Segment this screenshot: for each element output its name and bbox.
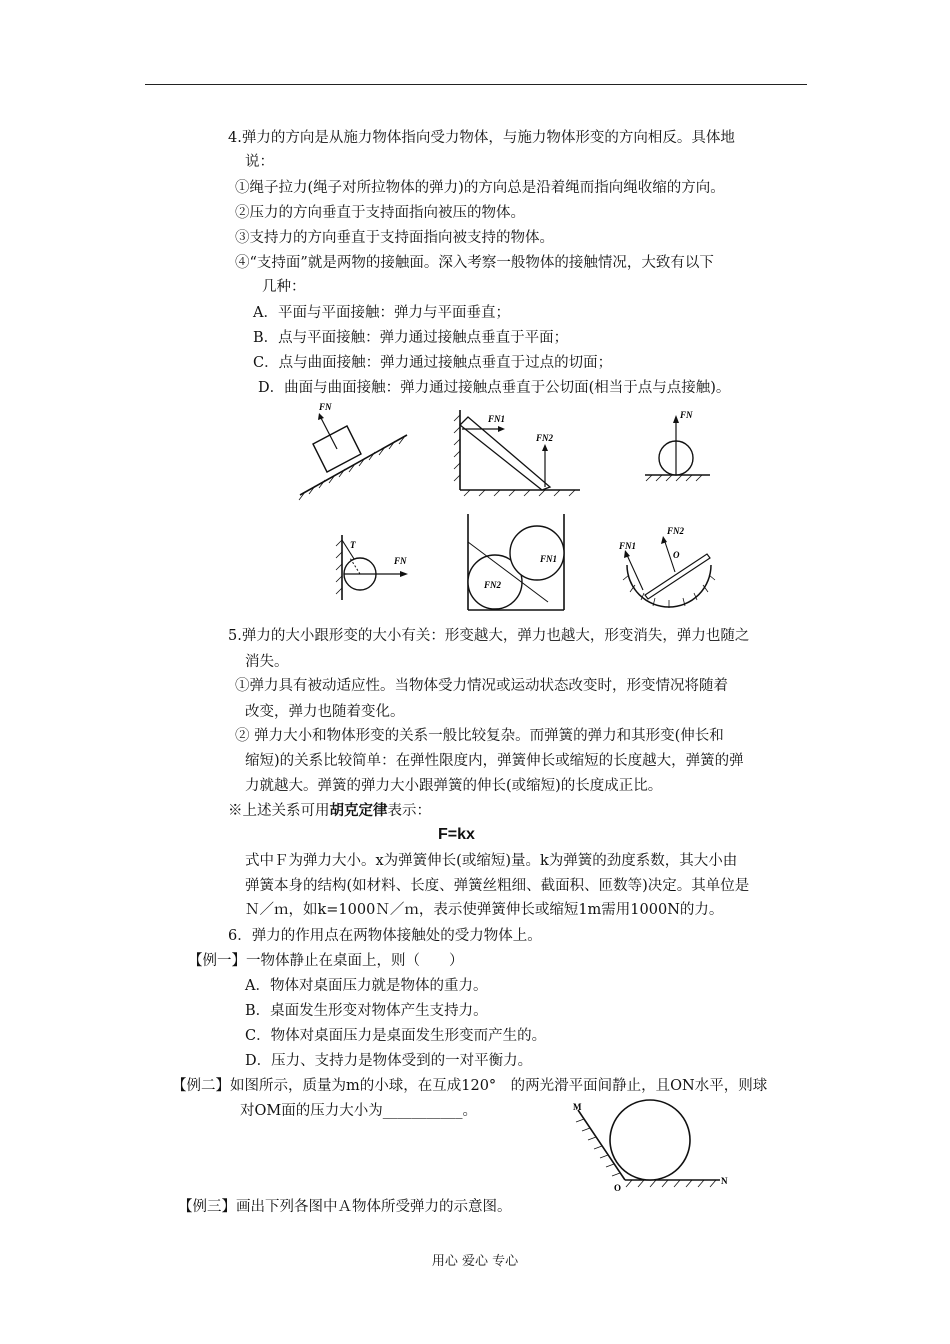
item-support-surface-1: ④“支持面”就是两物的接触面。深入考察一般物体的接触情况，大致有以下: [235, 255, 714, 271]
hooke-suffix: 表示：: [387, 803, 431, 819]
option-b: B．点与平面接触：弹力通过接触点垂直于平面；: [253, 330, 569, 346]
item-rope-tension: ①绳子拉力(绳子对所拉物体的弹力)的方向总是沿着绳而指向绳收缩的方向。: [235, 180, 725, 196]
example-1-option-a: A．物体对桌面压力就是物体的重力。: [245, 978, 488, 994]
label-fn1: FN1: [488, 414, 506, 424]
label-o: O: [614, 1183, 622, 1193]
label-fn2: FN2: [536, 433, 554, 443]
item-pressure: ②压力的方向垂直于支持面指向被压的物体。: [235, 205, 525, 221]
page-footer: 用心 爱心 专心: [431, 1254, 519, 1269]
label-m: M: [573, 1102, 582, 1112]
sub-1-line-2: 改变，弹力也随着变化。: [245, 704, 405, 720]
option-a: A．平面与平面接触：弹力与平面垂直；: [253, 305, 510, 321]
example-2-line-2: 对OM面的压力大小为___________。: [240, 1103, 477, 1119]
example-1: 【例一】一物体静止在桌面上，则（ ）: [188, 953, 464, 969]
label-fn2-box: FN2: [484, 580, 502, 590]
sub-1-line-1: ①弹力具有被动适应性。当物体受力情况或运动状态改变时，形变情况将随着: [235, 678, 728, 694]
sub-2-line-3: 力就越大。弹簧的弹力大小跟弹簧的伸长(或缩短)的长度成正比。: [245, 778, 663, 794]
hooke-prefix: ※上述关系可用: [228, 803, 330, 819]
example-1-option-c: C．物体对桌面压力是桌面发生形变而产生的。: [245, 1028, 547, 1044]
option-d: D．曲面与曲面接触：弹力通过接触点垂直于公切面(相当于点与点接触)。: [258, 380, 731, 396]
example-3: 【例三】画出下列各图中Ａ物体所受弹力的示意图。: [178, 1199, 512, 1215]
para-6: 6．弹力的作用点在两物体接触处的受力物体上。: [228, 928, 542, 944]
figure-rod-in-bowl: [615, 520, 725, 610]
figure-two-balls-in-box: [458, 512, 573, 614]
label-t: T: [350, 540, 356, 550]
para-4-line-1: 4.弹力的方向是从施力物体指向受力物体，与施力物体形变的方向相反。具体地: [228, 130, 735, 146]
label-o-bowl: O: [673, 550, 680, 560]
figure-ball-between-planes: [570, 1098, 740, 1193]
para-5-line-2: 消失。: [245, 654, 289, 670]
label-fn-ball: FN: [680, 410, 693, 420]
figure-rod-in-corner: [450, 405, 585, 500]
label-fn: FN: [319, 402, 332, 412]
item-support-surface-2: 几种：: [262, 279, 306, 295]
hooke-law-term: 胡克定律: [329, 803, 388, 819]
item-support-force: ③支持力的方向垂直于支持面指向被支持的物体。: [235, 230, 554, 246]
header-rule: [145, 84, 807, 85]
sub-2-line-1: ② 弹力大小和物体形变的关系一般比较复杂。而弹簧的弹力和其形变(伸长和: [235, 728, 724, 744]
hooke-formula: F=kx: [438, 826, 475, 843]
example-2-line-1: 【例二】如图所示，质量为m的小球，在互成120° 的两光滑平面间静止，且ON水平，则球: [172, 1078, 768, 1094]
explain-line-2: 弹簧本身的结构(如材料、长度、弹簧丝粗细、截面积、匝数等)决定。其单位是: [245, 878, 750, 894]
figure-block-on-incline: [295, 400, 415, 505]
para-5-line-1: 5.弹力的大小跟形变的大小有关：形变越大，弹力也越大，形变消失，弹力也随之: [228, 628, 750, 644]
hooke-intro: [228, 801, 431, 821]
explain-line-1: 式中Ｆ为弹力大小。x为弹簧伸长(或缩短)量。k为弹簧的劲度系数，其大小由: [245, 853, 738, 869]
label-fn2-bowl: FN2: [667, 526, 685, 536]
example-1-option-b: B．桌面发生形变对物体产生支持力。: [245, 1003, 488, 1019]
figure-ball-on-surface: [640, 405, 715, 485]
para-4-line-2: 说：: [245, 154, 274, 170]
label-n: N: [721, 1176, 728, 1186]
figure-ball-on-wall: [330, 530, 415, 605]
sub-2-line-2: 缩短)的关系比较简单：在弹性限度内，弹簧伸长或缩短的长度越大，弹簧的弹: [245, 753, 744, 769]
label-fn1-box: FN1: [540, 554, 558, 564]
example-1-option-d: D．压力、支持力是物体受到的一对平衡力。: [245, 1053, 533, 1069]
label-fn-wall: FN: [394, 556, 407, 566]
option-c: C．点与曲面接触：弹力通过接触点垂直于过点的切面；: [253, 355, 613, 371]
explain-line-3: Ｎ／ｍ，如k=1000Ｎ／ｍ，表示使弹簧伸长或缩短1m需用1000N的力。: [245, 902, 724, 918]
label-fn1-bowl: FN1: [619, 541, 637, 551]
